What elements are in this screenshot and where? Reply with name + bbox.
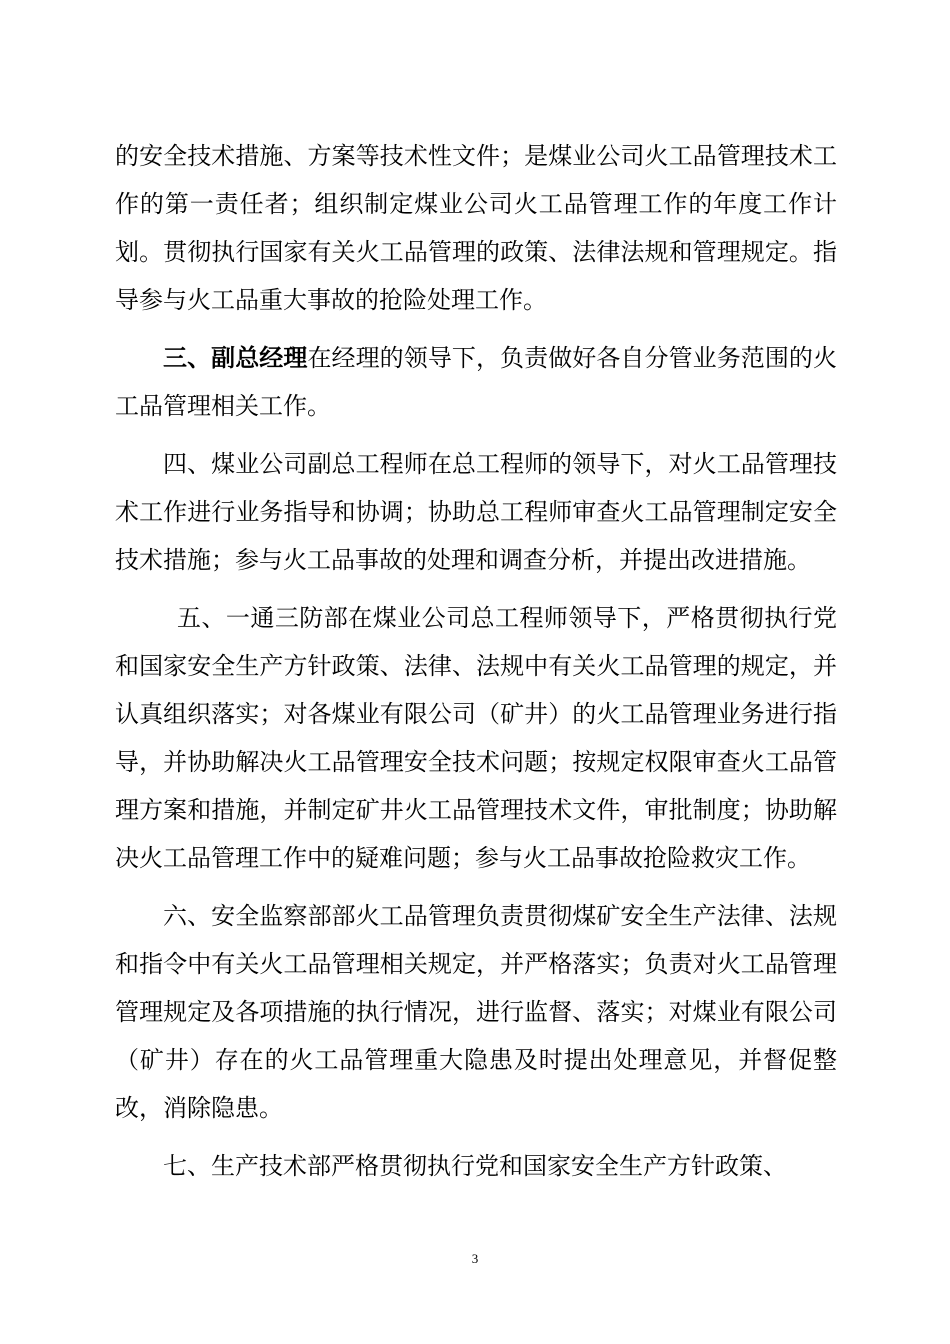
paragraph-ventilation-department: 五、一通三防部在煤业公司总工程师领导下，严格贯彻执行党和国家安全生产方针政策、法律、法规中有关火工品管理的规定，并认真组织落实；对各煤业有限公司（矿井）的火工品管理业务进行指导，并协助解决火工品管理安全技术问题；按规定权限审查火工品管理方案和措施，并制定矿井火工品管理技术文件，审批制度；协助解决火工品管理工作中的疑难问题；参与火工品事故抢险救灾工作。 (115, 604, 837, 872)
paragraph-deputy-general-manager (115, 334, 837, 430)
paragraph-continuation: 的安全技术措施、方案等技术性文件；是煤业公司火工品管理技术工作的第一责任者；组织制定煤业公司火工品管理工作的年度工作计划。贯彻执行国家有关火工品管理的政策、法律法规和管理规定。指导参与火工品重大事故的抢险处理工作。 (115, 142, 837, 314)
document-body (115, 132, 837, 1190)
paragraph-deputy-chief-engineer: 四、煤业公司副总工程师在总工程师的领导下，对火工品管理技术工作进行业务指导和协调；协助总工程师审查火工品管理制定安全技术措施；参与火工品事故的处理和调查分析，并提出改进措施。 (115, 450, 837, 574)
page-number: 3 (471, 1251, 479, 1266)
paragraph-heading-deputy-general-manager: 三、副总经理 (163, 344, 308, 372)
paragraph-safety-supervision-department: 六、安全监察部部火工品管理负责贯彻煤矿安全生产法律、法规和指令中有关火工品管理相关规定，并严格落实；负责对火工品管理管理规定及各项措施的执行情况，进行监督、落实；对煤业有限公司（矿井）存在的火工品管理重大隐患及时提出处理意见，并督促整改，消除隐患。 (115, 902, 837, 1122)
paragraph-body-deputy-general-manager: 在经理的领导下，负责做好各自分管业务范围的火工品管理相关工作。 (115, 344, 838, 420)
paragraph-production-technology-department: 七、生产技术部严格贯彻执行党和国家安全生产方针政策、 (163, 1152, 787, 1180)
